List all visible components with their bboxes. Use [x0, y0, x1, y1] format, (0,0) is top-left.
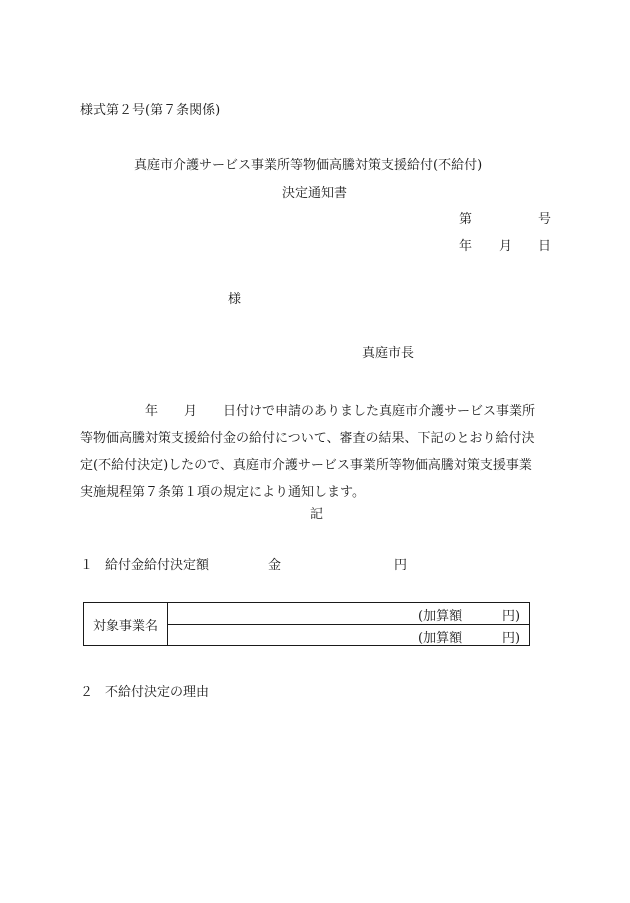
addition-amount-close: 円)	[502, 609, 521, 624]
ki-heading: 記	[310, 507, 324, 522]
notice-body-line: 年 月 日付けで申請のありました真庭市介護サービス事業所	[80, 404, 536, 419]
addition-amount-open: (加算額	[418, 631, 463, 646]
item-1-kin: 金	[268, 558, 282, 573]
date-year: 年	[459, 239, 473, 254]
notice-body	[80, 398, 560, 506]
issuer-name: 真庭市長	[362, 346, 415, 361]
addressee-honorific: 様	[228, 292, 242, 307]
addition-amount-open: (加算額	[418, 609, 463, 624]
document-number-label: 第	[459, 212, 473, 227]
document-title: 真庭市介護サービス事業所等物価高騰対策支援給付(不給付)	[134, 158, 483, 173]
form-number: 様式第２号(第７条関係)	[80, 103, 221, 118]
notice-body-line: 実施規程第７条第１項の規定により通知します。	[80, 485, 365, 500]
item-1-yen: 円	[394, 558, 408, 573]
date-month: 月	[499, 239, 513, 254]
notice-body-line: 定(不給付決定)したので、真庭市介護サービス事業所等物価高騰対策支援事業	[80, 458, 532, 473]
document-title-subtitle: 決定通知書	[282, 186, 348, 201]
addition-amount-close: 円)	[502, 631, 521, 646]
table-row	[168, 625, 529, 646]
table-row	[168, 603, 529, 625]
document-number-suffix: 号	[538, 212, 552, 227]
item-1-label: 給付金給付決定額	[105, 558, 210, 573]
item-2-label: 不給付決定の理由	[105, 685, 210, 700]
target-business-table	[83, 602, 530, 646]
notice-body-line: 等物価高騰対策支援給付金の給付について、審査の結果、下記のとおり給付決	[80, 431, 535, 446]
date-day: 日	[538, 239, 552, 254]
item-2-number: ２	[80, 685, 94, 700]
target-business-label: 対象事業名	[84, 603, 168, 645]
item-1-number: １	[80, 558, 94, 573]
